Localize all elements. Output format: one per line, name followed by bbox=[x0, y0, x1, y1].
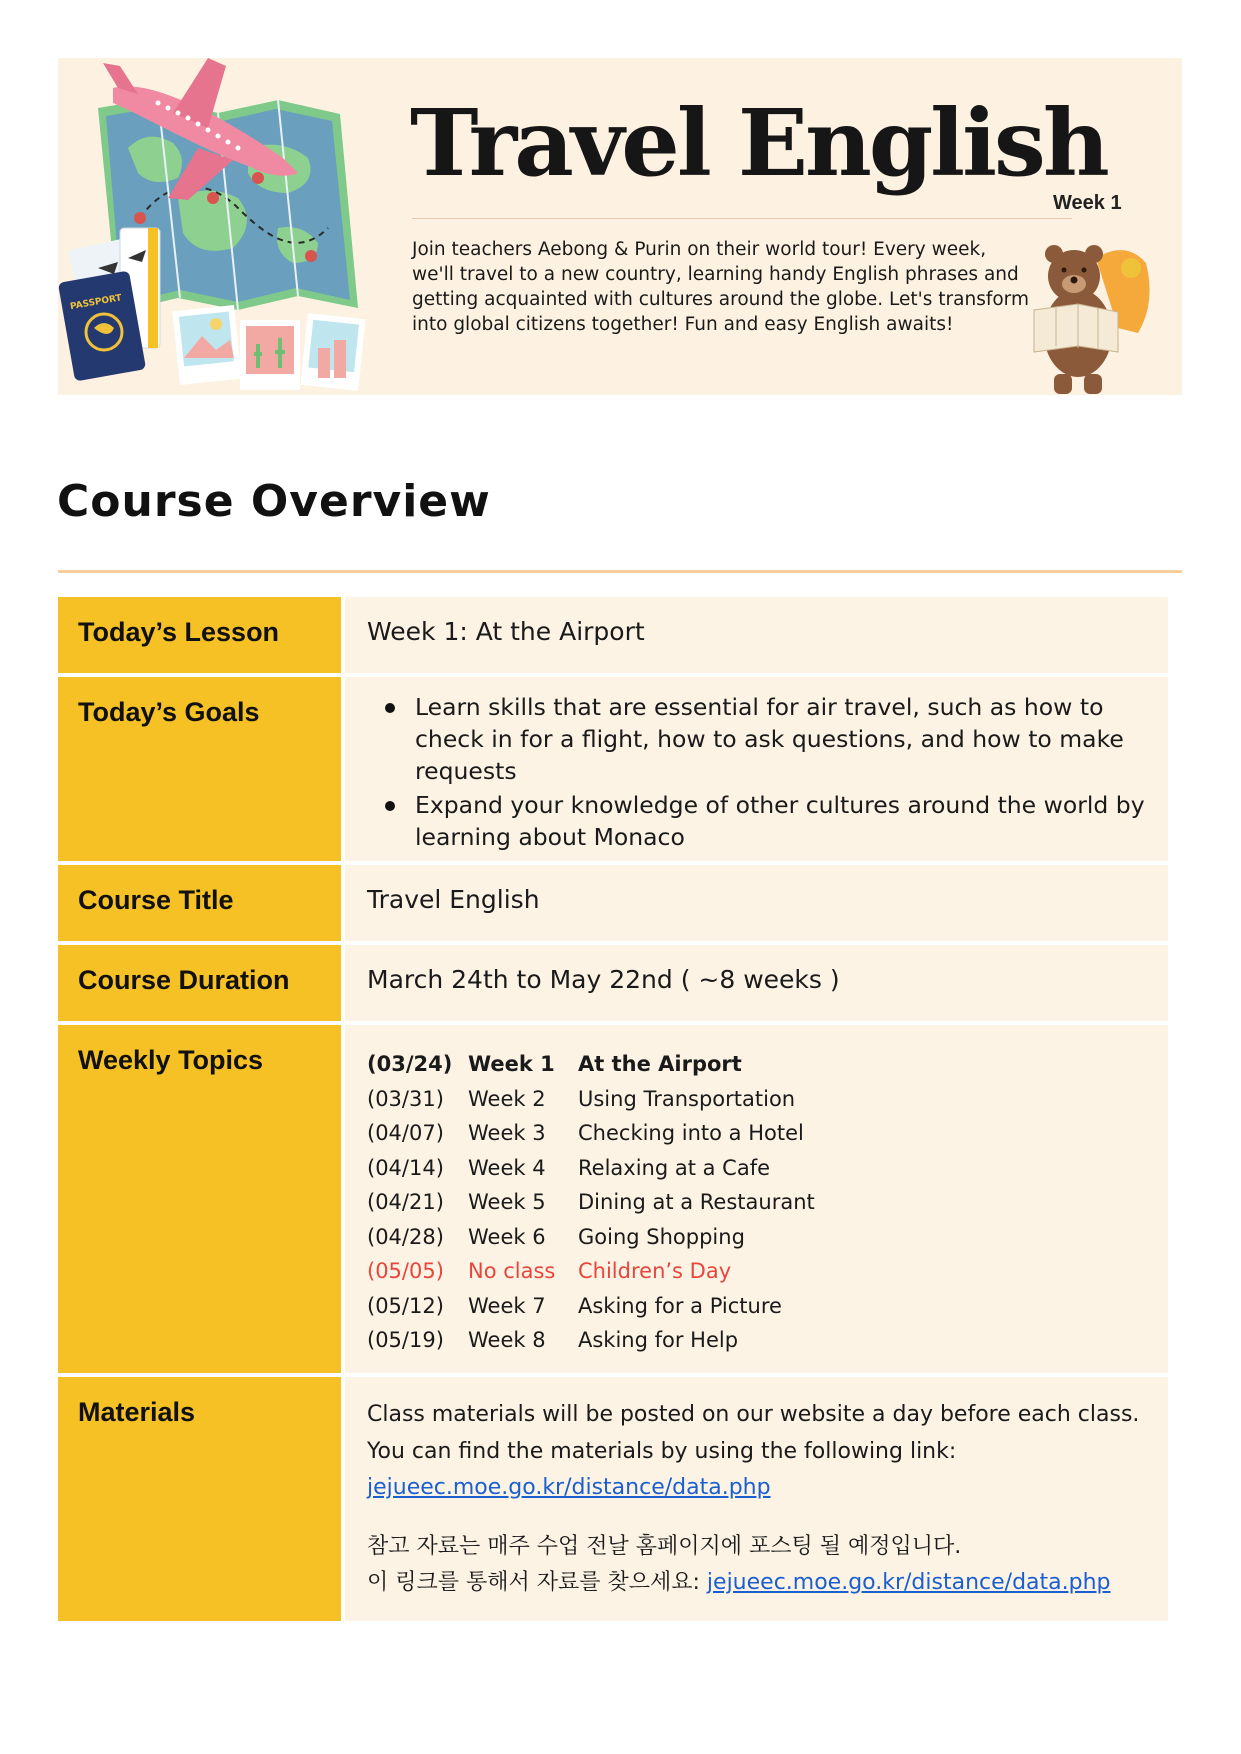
topic-date: (05/12) bbox=[367, 1293, 444, 1318]
topic-week: Week 5 bbox=[468, 1190, 546, 1215]
row-value-duration: March 24th to May 22nd ( ~8 weeks ) bbox=[345, 945, 1168, 1021]
topic-row bbox=[367, 1323, 1168, 1358]
topic-week: Week 3 bbox=[468, 1121, 546, 1146]
topic-date: (05/05) bbox=[367, 1259, 444, 1284]
topic-date: (03/31) bbox=[367, 1086, 444, 1111]
topic-row bbox=[367, 1185, 1168, 1220]
materials-line-korean: 이 링크를 통해서 자료를 찾으세요: bbox=[367, 1570, 707, 1595]
topic-date: (04/14) bbox=[367, 1155, 444, 1180]
topic-date: (04/07) bbox=[367, 1121, 444, 1146]
row-label-goals: Today’s Goals bbox=[58, 677, 341, 861]
materials-link[interactable]: jejueec.moe.go.kr/distance/data.php bbox=[367, 1475, 771, 1500]
materials-link-korean[interactable]: jejueec.moe.go.kr/distance/data.php bbox=[706, 1570, 1111, 1595]
topic-title: Dining at a Restaurant bbox=[578, 1190, 815, 1215]
header-banner bbox=[58, 58, 1182, 395]
table-row bbox=[58, 677, 1168, 861]
topic-title: Using Transportation bbox=[578, 1086, 796, 1111]
topic-date: (04/21) bbox=[367, 1190, 444, 1215]
row-value-topics bbox=[345, 1025, 1168, 1373]
week-tag: Week 1 bbox=[1053, 192, 1122, 214]
row-label-materials: Materials bbox=[58, 1377, 341, 1621]
row-label-duration: Course Duration bbox=[58, 945, 341, 1021]
topic-row bbox=[367, 1151, 1168, 1186]
table-row bbox=[58, 865, 1168, 941]
row-label-course-title: Course Title bbox=[58, 865, 341, 941]
section-title: Course Overview bbox=[57, 476, 491, 527]
topic-week: Week 1 bbox=[468, 1052, 555, 1077]
row-value-goals bbox=[345, 677, 1168, 861]
topic-row bbox=[367, 1047, 1168, 1082]
topic-title: Asking for a Picture bbox=[578, 1293, 782, 1318]
topic-row bbox=[367, 1082, 1168, 1117]
topic-date: (05/19) bbox=[367, 1328, 444, 1353]
topic-row bbox=[367, 1289, 1168, 1324]
goals-list bbox=[367, 691, 1168, 853]
row-value-lesson: Week 1: At the Airport bbox=[345, 597, 1168, 673]
table-row bbox=[58, 945, 1168, 1021]
photos-icon bbox=[172, 305, 365, 391]
materials-line: Class materials will be posted on our website a day before each class. bbox=[367, 1402, 1140, 1427]
list-item: Learn skills that are essential for air travel, such as how to check in for a flight, how to ask questions, and how to make requests bbox=[415, 691, 1168, 787]
topic-date: (03/24) bbox=[367, 1052, 453, 1077]
materials-line-korean: 참고 자료는 매주 수업 전날 홈페이지에 포스팅 될 예정입니다. bbox=[367, 1533, 962, 1559]
topic-week: Week 8 bbox=[468, 1328, 546, 1353]
topic-row-holiday bbox=[367, 1254, 1168, 1289]
materials-line: You can find the materials by using the following link: bbox=[367, 1438, 957, 1464]
page-title: Travel English bbox=[410, 89, 1107, 197]
topic-week: Week 7 bbox=[468, 1293, 546, 1318]
list-item: Expand your knowledge of other cultures around the world by learning about Monaco bbox=[415, 789, 1168, 853]
topic-title: At the Airport bbox=[578, 1052, 742, 1077]
topic-week: No class bbox=[468, 1259, 556, 1284]
row-value-course-title: Travel English bbox=[345, 865, 1168, 941]
section-divider bbox=[58, 570, 1182, 573]
topic-title: Checking into a Hotel bbox=[578, 1121, 804, 1146]
topic-title: Children’s Day bbox=[578, 1259, 732, 1284]
table-row bbox=[58, 1025, 1168, 1373]
row-label-lesson: Today’s Lesson bbox=[58, 597, 341, 673]
topic-week: Week 6 bbox=[468, 1224, 546, 1249]
topic-week: Week 2 bbox=[468, 1086, 546, 1111]
topic-week: Week 4 bbox=[468, 1155, 546, 1180]
topic-row bbox=[367, 1220, 1168, 1255]
topic-row bbox=[367, 1116, 1168, 1151]
title-divider bbox=[412, 218, 1072, 219]
travel-illustration bbox=[58, 58, 418, 395]
topic-title: Asking for Help bbox=[578, 1328, 739, 1353]
materials-text bbox=[367, 1397, 1168, 1602]
topic-date: (04/28) bbox=[367, 1224, 444, 1249]
bear-traveler-icon bbox=[1026, 238, 1154, 395]
topic-title: Relaxing at a Cafe bbox=[578, 1155, 771, 1180]
row-value-materials bbox=[345, 1377, 1168, 1621]
table-row bbox=[58, 597, 1168, 673]
course-overview-table bbox=[54, 593, 1172, 1625]
weekly-topics-list bbox=[367, 1047, 1168, 1358]
topic-title: Going Shopping bbox=[578, 1224, 745, 1249]
passport-label: PASSPORT bbox=[69, 293, 123, 313]
intro-text: Join teachers Aebong & Purin on their world tour! Every week, we'll travel to a new country, learning handy English phrases and getting acquainted with cultures around the globe. Let's transform into global citizens together! Fun and easy English awaits! bbox=[412, 239, 1029, 335]
table-row bbox=[58, 1377, 1168, 1621]
row-label-topics: Weekly Topics bbox=[58, 1025, 341, 1373]
